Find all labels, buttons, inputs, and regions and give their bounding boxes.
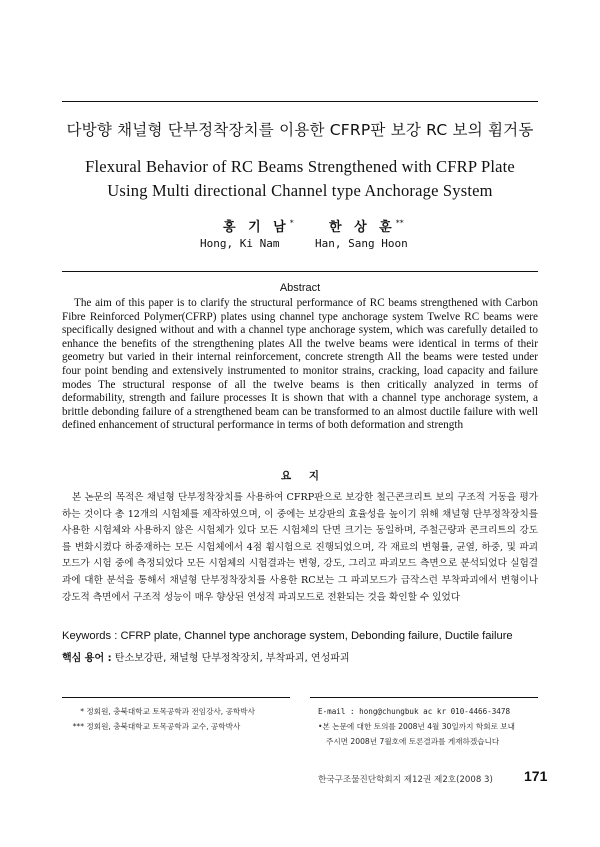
keywords-english-values: CFRP plate, Channel type anchorage system, Debonding failure, Ductile failure <box>120 630 513 642</box>
english-title-line-1: Flexural Behavior of RC Beams Strengthened with CFRP Plate <box>85 157 515 176</box>
author-2-name-ko: 한 상 훈 <box>329 220 396 235</box>
author-2-english-name: Han, Sang Hoon <box>315 237 408 250</box>
author-1-korean-name <box>223 216 294 235</box>
keywords-korean <box>62 649 542 664</box>
footnote-right-rule <box>310 697 538 698</box>
korean-summary-body: 본 논문의 목적은 채널형 단부정착장치를 사용하여 CFRP판으로 보강한 철근콘크리트 보의 구조적 거동을 평가하는 것이다 총 12개의 시험체를 제작하였으며, 이 중에는 보강판의 효율성을 높이기 위해 채널형 단부정착장치를 사용한 시험체와 사용하지 않은 시험체가 있다 모든 시험체의 단면 크기는 동일하며, 주철근량과 콘크리트의 강도를 변화시켰다 하중재하는 모든 시험체에서 4점 휨시험으로 진행되었으며, 각 재료의 변형률, 균열, 하중, 및 파괴모드가 시험 중에 측정되었다 모든 시험체의 시험결과는 변형, 강도, 그리고 파괴모드 측면으로 분석되었다 실험결과에 대한 분석을 통해서 채널형 단부정착장치를 사용한 RC보는 그 파괴모드가 급작스런 부착파괴에서 변형이나 강도적 측면에서 구조적 성능이 매우 향상된 연성적 파괴모드로 전환되는 것을 확인할 수 있었다 <box>62 492 538 603</box>
title-top-rule <box>62 101 538 102</box>
korean-title: 다방향 채널형 단부정착장치를 이용한 CFRP판 보강 RC 보의 휨거동 <box>66 121 534 139</box>
english-title-line-2: Using Multi directional Channel type Anchorage System <box>107 181 493 200</box>
footnote-1-mark: * <box>80 707 84 716</box>
abstract-top-rule <box>62 271 538 272</box>
author-2-mark: ** <box>395 218 404 228</box>
author-1-mark: * <box>289 218 294 228</box>
author-1-name-ko: 홍 기 남 <box>223 220 290 235</box>
keywords-english <box>62 630 542 642</box>
author-2-korean-name <box>329 216 404 235</box>
abstract-heading: Abstract <box>279 282 321 294</box>
journal-citation: 한국구조물진단학회지 제12권 제2호(2008 3) <box>318 775 493 785</box>
footnote-2-text: 정회원, 충북대학교 토목공학과 교수, 공학박사 <box>86 722 241 731</box>
footnote-author-1 <box>62 705 255 718</box>
footnote-2-mark: *** <box>72 722 84 731</box>
discussion-note-line-2: 주시면 2008년 7월호에 토론결과를 게재하겠습니다 <box>326 737 500 746</box>
footnote-left-rule <box>62 697 290 698</box>
keywords-english-label: Keywords : <box>62 630 118 642</box>
footnote-1-text: 정회원, 충북대학교 토목공학과 전임강사, 공학박사 <box>86 707 255 716</box>
korean-summary-heading: 요 지 <box>281 470 319 482</box>
keywords-korean-values: 탄소보강판, 채널형 단부정착장치, 부착파괴, 연성파괴 <box>114 653 350 664</box>
discussion-note-line-1: •본 논문에 대한 토의를 2008년 4월 30일까지 학회로 보내 <box>318 722 515 731</box>
author-1-english-name: Hong, Ki Nam <box>200 237 280 250</box>
contact-email: E-mail : hong@chungbuk ac kr 010-4466-3478 <box>318 707 511 716</box>
keywords-korean-label: 핵심 용어 : <box>62 653 112 664</box>
page-number: 171 <box>524 768 548 784</box>
abstract-body: The aim of this paper is to clarify the structural performance of RC beams strengthened with Carbon Fibre Reinforced Polymer(CFRP) plates using channel type anchorage system Twelve RC beams were specifically designed without and with a channel type anchorage system, which was carefully detailed to enhance the benefits of the strengthening plates All the twelve beams were identical in terms of their geometry but varied in their internal reinforcement, concrete strength All the beams were tested under four point bending and extensively instrumented to monitor strains, cracking, load capacity and failure modes The structural response of all the twelve beams is then critically analyzed in terms of deformability, strength and failure processes It is shown that with a channel type anchorage system, a brittle debonding failure of a strengthened beam can be transformed to an almost ductile failure with well defined enhancement of structural performance in terms of both deformation and strength <box>62 297 538 432</box>
footnote-author-2 <box>62 720 240 733</box>
